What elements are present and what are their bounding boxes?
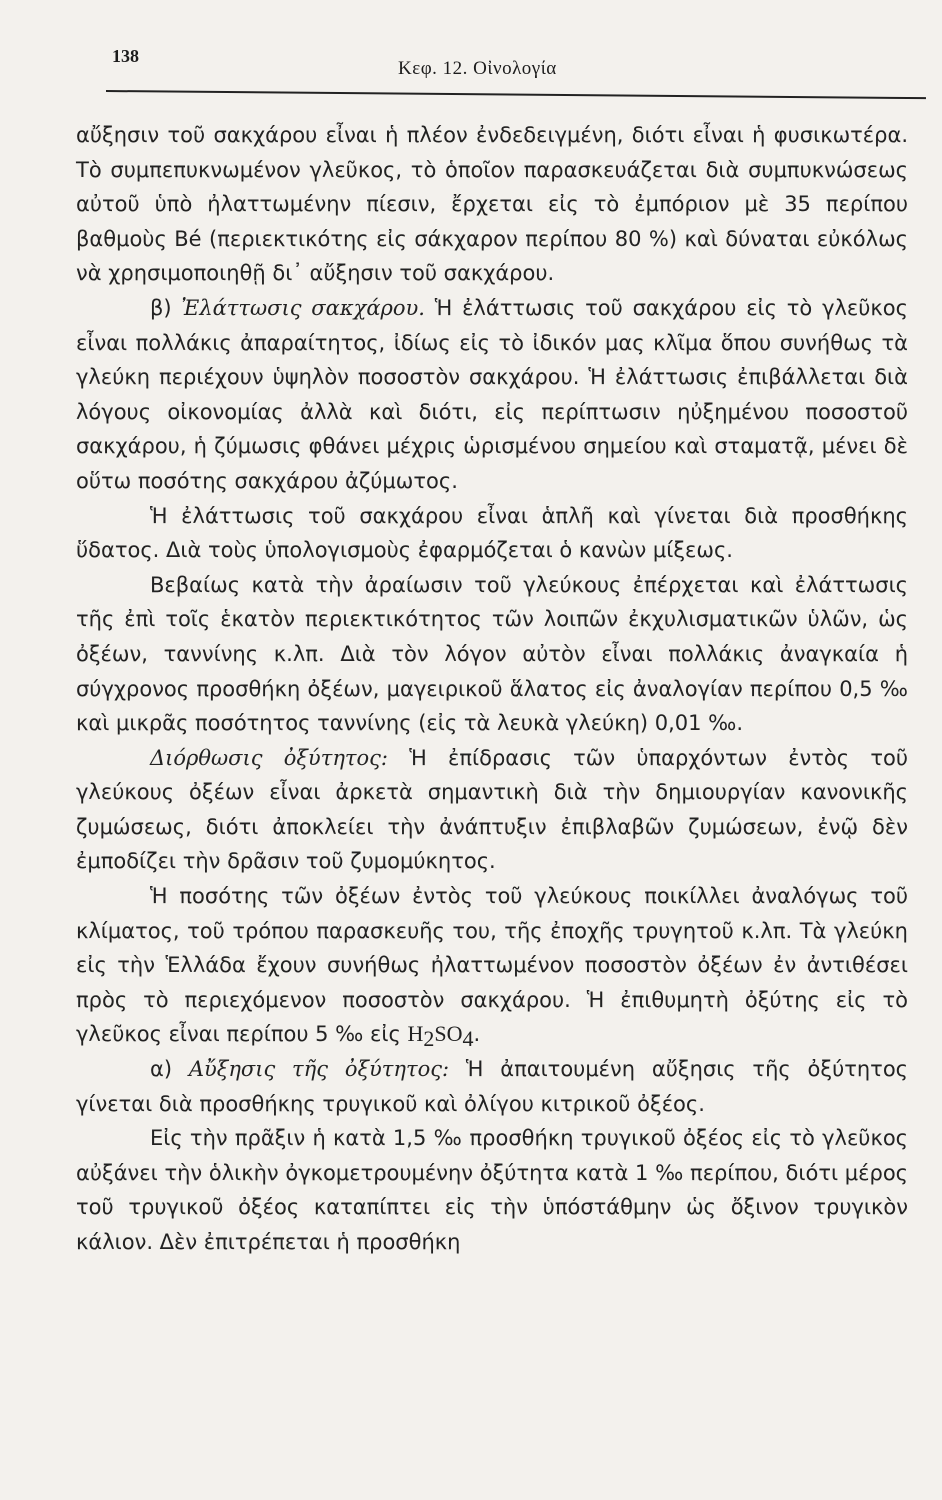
paragraph-text: αὔξησιν τοῦ σακχάρου εἶναι ἡ πλέον ἐνδεδειγμένη, διότι εἶναι ἡ φυσικωτέρα. Τὸ συμπεπυκνωμένον γλεῦκος, τὸ ὁποῖον παρασκευάζεται διὰ συμπυκνώσεως αὐτοῦ ὑπὸ ἠλαττωμένην πίεσιν, ἔρχεται εἰς τὸ ἐμπόριον μὲ 35 περίπου βαθμοὺς Bé (περιεκτικότης εἰς σάκχαρον περίπου 80 %) καὶ δύναται εὐκόλως νὰ χρησιμοποιηθῇ δι᾽ αὔξησιν τοῦ σακχάρου. (76, 123, 908, 286)
paragraph-text: Ἡ ἐλάττωσις τοῦ σακχάρου εἰς τὸ γλεῦκος εἶναι πολλάκις ἀπαραίτητος, ἰδίως εἰς τὸ ἰδικόν μας κλῖμα ὅπου συνήθως τὰ γλεύκη περιέχουν ὑψηλὸν ποσοστὸν σακχάρου. Ἡ ἐλάττωσις ἐπιβάλλεται διὰ λόγους οἰκονομίας ἀλλὰ καὶ διότι, εἰς περίπτωσιν ηὐξημένου ποσοστοῦ σακχάρου, ἡ ζύμωσις φθάνει μέχρις ὡρισμένου σημείου καὶ σταματᾷ, μένει δὲ οὕτω ποσότης σακχάρου ἀζύμωτος. (76, 295, 908, 493)
paragraph-5 (76, 741, 908, 879)
header-rule (106, 90, 926, 99)
page-number: 138 (112, 46, 139, 66)
body-text (76, 118, 908, 1260)
paragraph-3 (76, 499, 908, 568)
formula-part: SO (434, 1021, 463, 1047)
paragraph-7 (76, 1052, 908, 1121)
paragraph-6 (76, 879, 908, 1052)
formula-subscript: 2 (423, 1026, 435, 1052)
running-head: Κεφ. 12. Οἰνολογία (398, 58, 557, 79)
paragraph-text: Ἡ ποσότης τῶν ὀξέων ἐντὸς τοῦ γλεύκους ποικίλλει ἀναλόγως τοῦ κλίματος, τοῦ τρόπου παρασκευῆς του, τῆς ἐποχῆς τρυγητοῦ κ.λπ. Τὰ γλεύκη εἰς τὴν Ἑλλάδα ἔχουν συνήθως ἠλαττωμένον ποσοστὸν ὀξέων ἐν ἀντιθέσει πρὸς τὸ περιεχόμενον ποσοστὸν σακχάρου. Ἡ ἐπιθυμητὴ ὀξύτης εἰς τὸ γλεῦκος εἶναι περίπου 5 ‰ εἰς (76, 884, 908, 1047)
paragraph-8 (76, 1121, 908, 1259)
paragraph-1 (76, 118, 908, 291)
paragraph-text: Βεβαίως κατὰ τὴν ἀραίωσιν τοῦ γλεύκους ἐπέρχεται καὶ ἐλάττωσις τῆς ἐπὶ τοῖς ἑκατὸν περιεκτικότητος τῶν λοιπῶν ἐκχυλισματικῶν ὑλῶν, ὡς ὀξέων, ταννίνης κ.λπ. Διὰ τὸν λόγον αὐτὸν εἶναι πολλάκις ἀναγκαία ἡ σύγχρονος προσθήκη ὀξέων, μαγειρικοῦ ἅλατος εἰς ἀναλογίαν περίπου 0,5 ‰ καὶ μικρᾶς ποσότητος ταννίνης (εἰς τὰ λευκὰ γλεύκη) 0,01 ‰. (76, 572, 908, 736)
formula-part: H (407, 1021, 424, 1047)
paragraph-text: Ἡ ἀπαιτουμένη αὔξησις τῆς ὀξύτητος γίνεται διὰ προσθήκης τρυγικοῦ καὶ ὀλίγου κιτρικοῦ ὀξέος. (76, 1057, 908, 1116)
paragraph-text: Ἡ ἐπίδρασις τῶν ὑπαρχόντων ἐντὸς τοῦ γλεύκους ὀξέων εἶναι ἀρκετὰ σημαντικὴ διὰ τὴν δημιουργίαν κανονικῆς ζυμώσεως, διότι ἀποκλείει τὴν ἀνάπτυξιν ἐπιβλαβῶν ζυμώσεων, ἐνῷ δὲν ἐμποδίζει τὴν δρᾶσιν τοῦ ζυμομύκητος. (76, 745, 908, 874)
paragraph-text: β) (150, 295, 182, 320)
paragraph-2 (76, 291, 908, 499)
section-heading: Αὔξησις τῆς ὀξύτητος: (188, 1057, 450, 1082)
section-heading: Διόρθωσις ὀξύτητος: (150, 745, 388, 770)
paragraph-text: . (473, 1022, 481, 1047)
paragraph-text: Ἡ ἐλάττωσις τοῦ σακχάρου εἶναι ἁπλῆ καὶ γίνεται διὰ προσθήκης ὕδατος. Διὰ τοὺς ὑπολογισμοὺς ἐφαρμόζεται ὁ κανὼν μίξεως. (76, 503, 908, 563)
paragraph-text: Εἰς τὴν πρᾶξιν ἡ κατὰ 1,5 ‰ προσθήκη τρυγικοῦ ὀξέος εἰς τὸ γλεῦκος αὐξάνει τὴν ὁλικὴν ὀγκομετρουμένην ὀξύτητα κατὰ 1 ‰ περίπου, διότι μέρος τοῦ τρυγικοῦ ὀξέος καταπίπτει εἰς τὴν ὑπόστάθμην ὡς ὄξινον τρυγικὸν κάλιον. Δὲν ἐπιτρέπεται ἡ προσθήκη (76, 1126, 908, 1254)
paragraph-4 (76, 568, 908, 741)
section-heading: Ἐλάττωσις σακχάρου. (181, 295, 425, 320)
formula-subscript: 4 (462, 1026, 474, 1052)
paragraph-text: α) (150, 1057, 189, 1082)
page-header (86, 46, 922, 96)
